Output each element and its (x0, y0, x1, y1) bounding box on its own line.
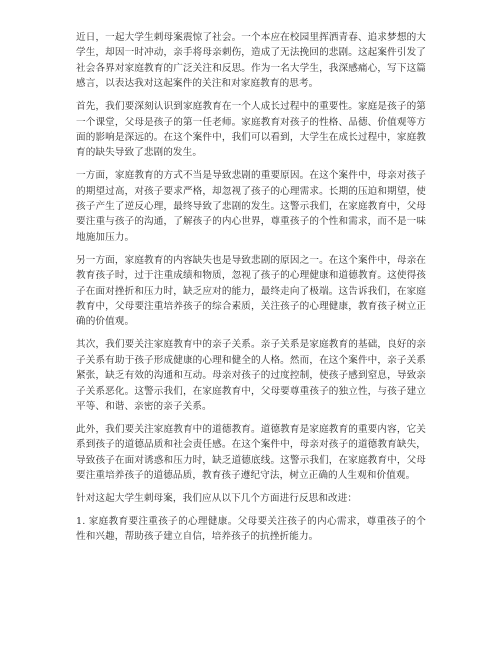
paragraph-improper-method: 一方面，家庭教育的方式不当是导致悲剧的重要原因。在这个案件中，母亲对孩子的期望过高，对孩子要求严格，却忽视了孩子的心理需求。长期的压迫和期望，使孩子产生了逆反心理，最终导致了悲剧的发生。这警示我们，在家庭教育中，父母要注重与孩子的沟通，了解孩子的内心世界，尊重孩子的个性和需求，而不是一味地施加压力。 (76, 170, 426, 243)
list-item: 1. 家庭教育要注重孩子的心理健康。父母要关注孩子的内心需求，尊重孩子的个性和兴趣，帮助孩子建立自信，培养孩子的抗挫折能力。 (76, 515, 426, 543)
paragraph-reflection-intro: 针对这起大学生刺母案，我们应从以下几个方面进行反思和改进： (76, 492, 358, 504)
paragraph-missing-content: 另一方面，家庭教育的内容缺失也是导致悲剧的原因之一。在这个案件中，母亲在教育孩子时，过于注重成绩和物质，忽视了孩子的心理健康和道德教育。这使得孩子在面对挫折和压力时，缺乏应对的能力，最终走向了极端。这告诉我们，在家庭教育中，父母要注重培养孩子的综合素质，关注孩子的心理健康，教育孩子树立正确的价值观。 (76, 254, 426, 328)
paragraph-importance: 首先，我们要深刻认识到家庭教育在一个人成长过程中的重要性。家庭是孩子的第一个课堂，父母是孩子的第一任老师。家庭教育对孩子的性格、品德、价值观等方面的影响是深远的。在这个案件中，我们可以看到，大学生在成长过程中，家庭教育的缺失导致了悲剧的发生。 (76, 101, 426, 159)
paragraph-parent-child-relation: 其次，我们要关注家庭教育中的亲子关系。亲子关系是家庭教育的基础，良好的亲子关系有助于孩子形成健康的心理和健全的人格。然而，在这个案件中，亲子关系紧张，缺乏有效的沟通和互动。母亲对孩子的过度控制，使孩子感到窒息，导致亲子关系恶化。这警示我们，在家庭教育中，父母要尊重孩子的独立性，与孩子建立平等、和谐、亲密的亲子关系。 (76, 339, 426, 412)
paragraph-intro: 近日，一起大学生刺母案震惊了社会。一个本应在校园里挥洒青春、追求梦想的大学生，却因一时冲动，亲手将母亲刺伤，造成了无法挽回的悲剧。这起案件引发了社会各界对家庭教育的广泛关注和反思。作为一名大学生，我深感痛心，写下这篇感言，以表达我对这起案件的关注和对家庭教育的思考。 (76, 32, 426, 90)
paragraph-moral-education: 此外，我们要关注家庭教育中的道德教育。道德教育是家庭教育的重要内容，它关系到孩子的道德品质和社会责任感。在这个案件中，母亲对孩子的道德教育缺失，导致孩子在面对诱惑和压力时，缺乏道德底线。这警示我们，在家庭教育中，父母要注重培养孩子的道德品质，教育孩子遵纪守法，树立正确的人生观和价值观。 (76, 423, 426, 482)
document-body (76, 30, 426, 551)
